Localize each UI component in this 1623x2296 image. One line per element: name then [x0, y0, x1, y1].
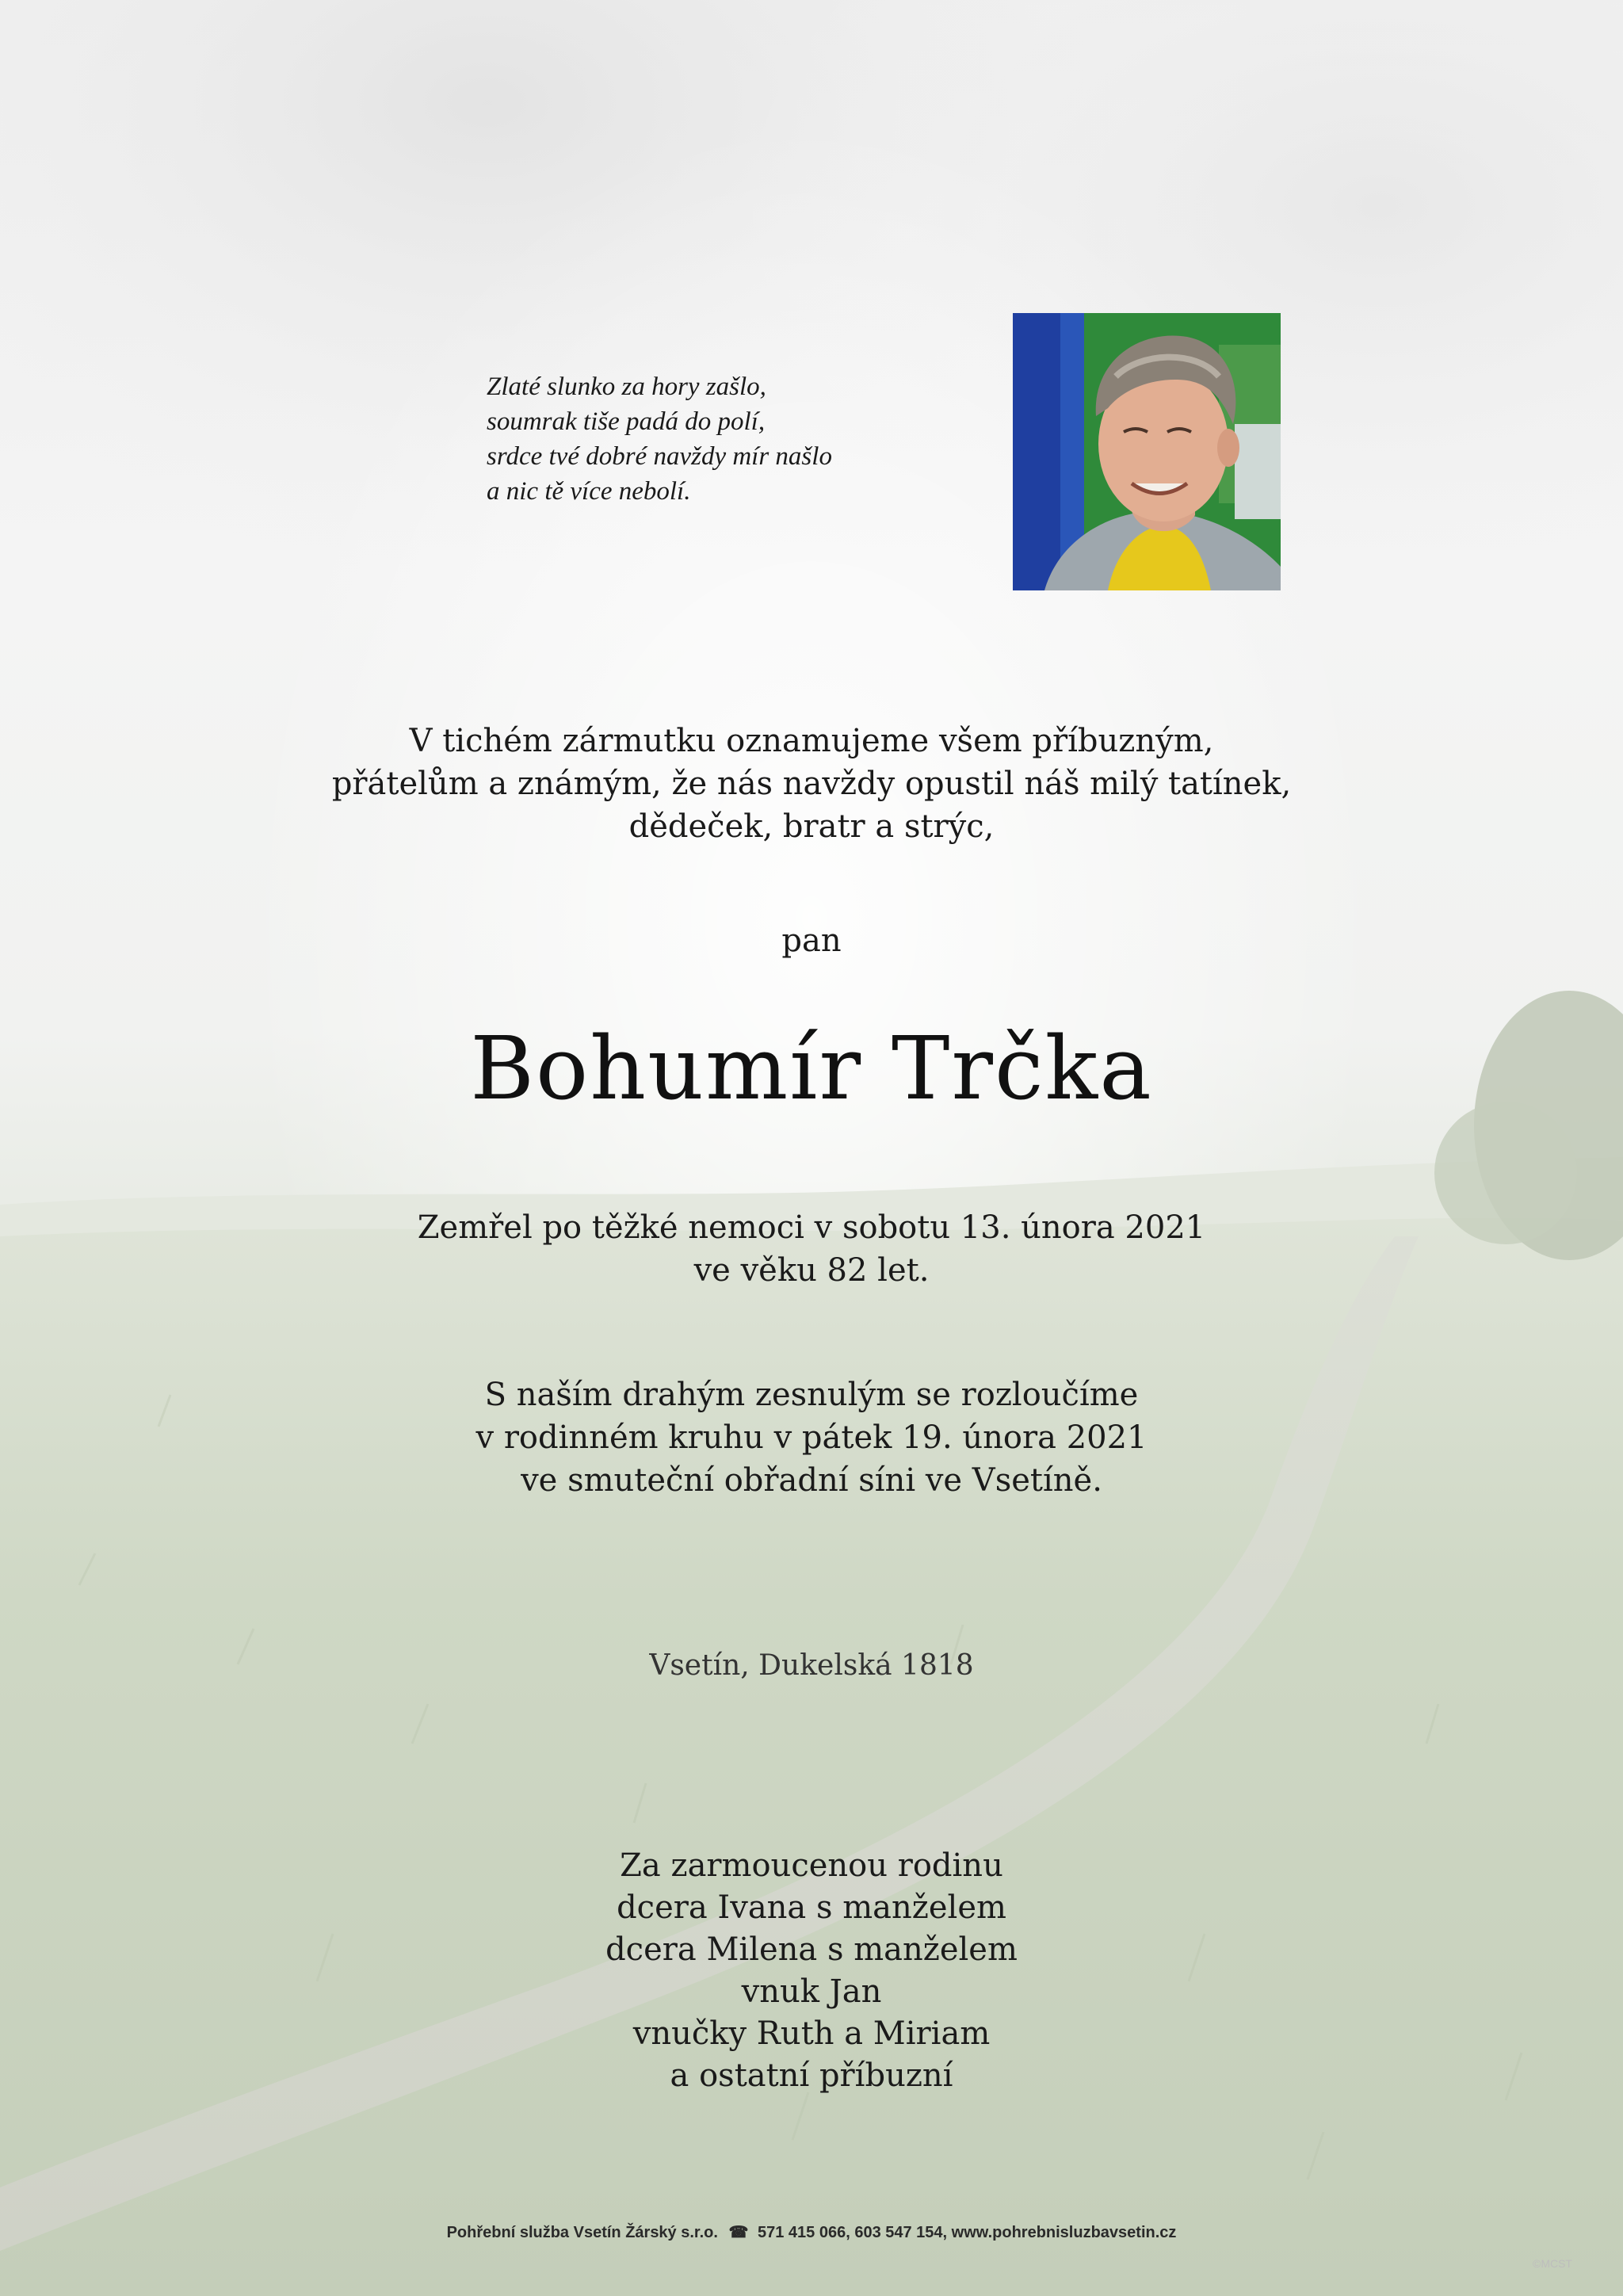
- farewell-line: v rodinném kruhu v pátek 19. února 2021: [475, 1419, 1148, 1456]
- memorial-poem: [487, 369, 930, 509]
- family-line: dcera Milena s manželem: [605, 1931, 1018, 1968]
- poem-line: soumrak tiše padá do polí,: [487, 407, 766, 436]
- announcement-line: přátelům a známým, že nás navždy opustil náš milý tatínek,: [331, 766, 1292, 802]
- phone-icon: ☎: [728, 2224, 749, 2241]
- honorific: pan: [781, 923, 842, 959]
- family-line: vnučky Ruth a Miriam: [632, 2015, 991, 2052]
- deceased-name: Bohumír Trčka: [470, 1018, 1153, 1119]
- announcement-line: V tichém zármutku oznamujeme všem příbuzným,: [409, 723, 1214, 759]
- family-address: Vsetín, Dukelská 1818: [649, 1649, 974, 1682]
- poem-line: Zlaté slunko za hory zašlo,: [487, 372, 766, 401]
- farewell-line: ve smuteční obřadní síni ve Vsetíně.: [521, 1462, 1102, 1499]
- funeral-service-footer: [0, 2222, 1623, 2244]
- corner-watermark: ©MCST: [1533, 2257, 1572, 2270]
- death-details: [0, 1206, 1623, 1292]
- family-line: Za zarmoucenou rodinu: [620, 1847, 1003, 1884]
- death-line: Zemřel po těžké nemoci v sobotu 13. února 2021: [417, 1209, 1206, 1246]
- death-line: ve věku 82 let.: [693, 1252, 930, 1289]
- announcement-line: dědeček, bratr a strýc,: [628, 808, 995, 845]
- family-line: vnuk Jan: [741, 1973, 882, 2010]
- farewell-details: [0, 1373, 1623, 1502]
- farewell-line: S naším drahým zesnulým se rozloučíme: [484, 1377, 1139, 1413]
- portrait-photo: [1013, 313, 1281, 590]
- mourning-family: [0, 1845, 1623, 2097]
- family-line: a ostatní příbuzní: [670, 2057, 953, 2094]
- family-line: dcera Ivana s manželem: [617, 1889, 1006, 1926]
- poem-line: a nic tě více nebolí.: [487, 477, 691, 506]
- announcement-text: [0, 720, 1623, 848]
- footer-contacts: 571 415 066, 603 547 154, www.pohrebnisluzbavsetin.cz: [757, 2224, 1177, 2241]
- poem-line: srdce tvé dobré navždy mír našlo: [487, 442, 832, 471]
- footer-company: Pohřební služba Vsetín Žárský s.r.o.: [446, 2224, 718, 2241]
